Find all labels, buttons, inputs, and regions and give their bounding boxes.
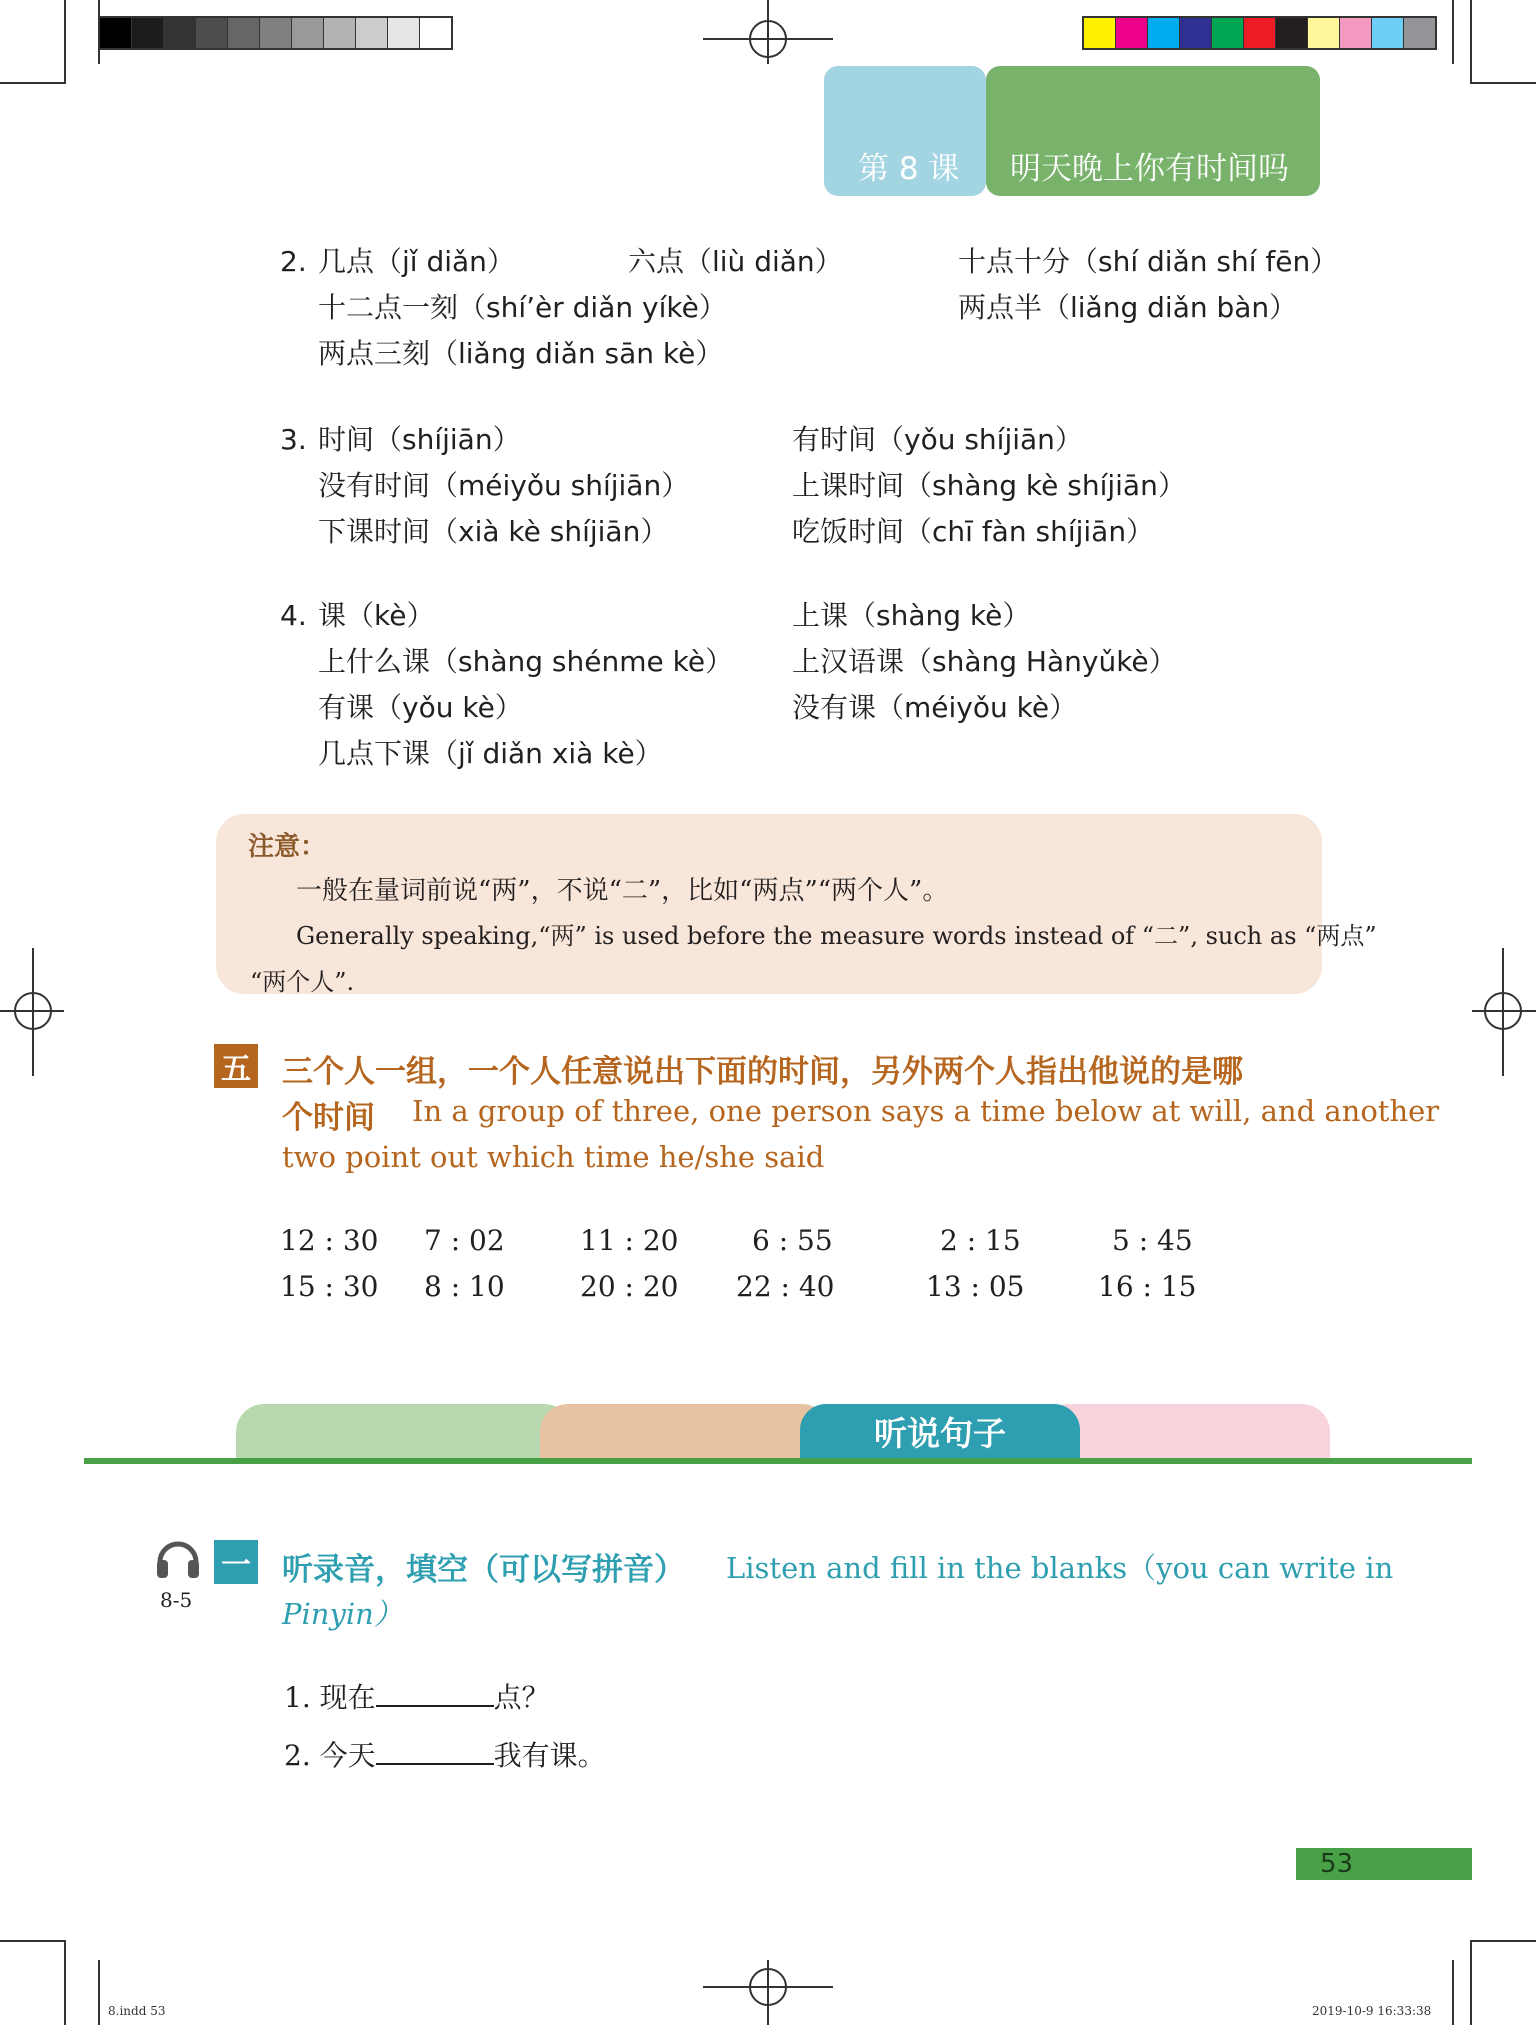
grayscale-bar	[98, 16, 453, 50]
vocab-item: 两点三刻（liǎng diǎn sān kè）	[318, 337, 724, 370]
color-swatch	[420, 18, 451, 48]
listen-title-cn: 听录音，填空（可以写拼音）	[282, 1552, 685, 1588]
vocab-item: 吃饭时间（chī fàn shíjiān）	[792, 515, 1155, 548]
note-english-line-1: Generally speaking,“两” is used before the measure words instead of “二”, such as “两点”	[296, 922, 1377, 950]
color-swatch	[1404, 18, 1435, 48]
color-swatch	[1180, 18, 1212, 48]
question-text-before: 现在	[319, 1681, 376, 1714]
item-number: 4.	[280, 599, 307, 632]
vocab-item: 有课（yǒu kè）	[318, 691, 523, 724]
question-text-before: 今天	[319, 1739, 376, 1772]
banner-tab-green	[236, 1404, 572, 1458]
banner-tab-tan	[540, 1404, 830, 1458]
vocab-item: 几点下课（jǐ diǎn xià kè）	[318, 737, 663, 770]
page-number: 53	[1296, 1848, 1472, 1880]
vocab-item: 没有时间（méiyǒu shíjiān）	[318, 469, 690, 502]
time-item: 20 : 20	[580, 1270, 679, 1303]
time-item: 22 : 40	[736, 1270, 835, 1303]
fill-blank-question-2	[284, 1734, 606, 1774]
listen-title-en-line1: Listen and fill in the blanks（you can write in	[726, 1551, 1394, 1585]
listen-title-en-line2: Pinyin）	[282, 1597, 403, 1631]
time-item: 6 : 55	[752, 1224, 833, 1257]
banner-rule	[84, 1458, 1472, 1464]
color-swatch	[1308, 18, 1340, 48]
vocab-item: 上课（shàng kè）	[792, 599, 1031, 632]
note-english-line-2: “两个人”.	[250, 968, 355, 996]
time-item: 15 : 30	[280, 1270, 379, 1303]
time-item: 2 : 15	[940, 1224, 1021, 1257]
vocab-item: 没有课（méiyǒu kè）	[792, 691, 1078, 724]
footer-file-info: 8.indd 53	[108, 2004, 166, 2018]
note-chinese-text: 一般在量词前说“两”，不说“二”，比如“两点”“两个人”。	[296, 876, 949, 906]
color-swatch	[1276, 18, 1308, 48]
color-bar	[1082, 16, 1437, 50]
vocab-item: 下课时间（xià kè shíjiān）	[318, 515, 669, 548]
section-five-title-en-line2: two point out which time he/she said	[282, 1140, 825, 1174]
answer-blank[interactable]	[376, 1681, 494, 1707]
time-item: 13 : 05	[926, 1270, 1025, 1303]
question-number: 2.	[284, 1739, 311, 1772]
color-swatch	[1084, 18, 1116, 48]
section-one-badge: 一	[214, 1540, 258, 1584]
color-swatch	[1372, 18, 1404, 48]
vocab-item: 六点（liù diǎn）	[628, 245, 843, 278]
note-title: 注意：	[248, 832, 327, 862]
section-five-title-cn-line1: 三个人一组，一个人任意说出下面的时间，另外两个人指出他说的是哪	[282, 1054, 1243, 1090]
vocab-item: 两点半（liǎng diǎn bàn）	[958, 291, 1298, 324]
headphones-icon	[154, 1534, 202, 1582]
vocab-item: 上汉语课（shàng Hànyǔkè）	[792, 645, 1177, 678]
vocab-item: 十二点一刻（shí’èr diǎn yíkè）	[318, 291, 727, 324]
lesson-title: 明天晚上你有时间吗	[1010, 151, 1289, 187]
vocab-item: 几点（jǐ diǎn）	[318, 245, 515, 278]
color-swatch	[1116, 18, 1148, 48]
color-swatch	[1244, 18, 1276, 48]
banner-tab-pink	[1040, 1404, 1330, 1458]
question-text-after: 点？	[493, 1681, 550, 1714]
time-item: 12 : 30	[280, 1224, 379, 1257]
footer-timestamp: 2019-10-9 16:33:38	[1312, 2004, 1432, 2018]
vocab-item: 上什么课（shàng shénme kè）	[318, 645, 734, 678]
vocab-item: 十点十分（shí diǎn shí fēn）	[958, 245, 1339, 278]
time-item: 7 : 02	[424, 1224, 505, 1257]
color-swatch	[1340, 18, 1372, 48]
banner-title: 听说句子	[800, 1404, 1080, 1458]
question-number: 1.	[284, 1681, 311, 1714]
color-swatch	[132, 18, 164, 48]
vocab-item: 上课时间（shàng kè shíjiān）	[792, 469, 1186, 502]
color-swatch	[388, 18, 420, 48]
time-item: 5 : 45	[1112, 1224, 1193, 1257]
color-swatch	[1212, 18, 1244, 48]
vocab-item: 课（kè）	[318, 599, 435, 632]
vocab-item: 有时间（yǒu shíjiān）	[792, 423, 1083, 456]
lesson-number: 第 8 课	[858, 151, 960, 187]
color-swatch	[324, 18, 356, 48]
color-swatch	[356, 18, 388, 48]
time-item: 11 : 20	[580, 1224, 679, 1257]
section-five-title-cn-line2: 个时间	[282, 1100, 375, 1136]
color-swatch	[1148, 18, 1180, 48]
section-five-title-en-line1: In a group of three, one person says a time below at will, and another	[412, 1094, 1440, 1128]
item-number: 2.	[280, 245, 307, 278]
time-item: 8 : 10	[424, 1270, 505, 1303]
color-swatch	[292, 18, 324, 48]
color-swatch	[196, 18, 228, 48]
color-swatch	[260, 18, 292, 48]
color-swatch	[228, 18, 260, 48]
fill-blank-question-1	[284, 1676, 550, 1716]
vocab-item: 时间（shíjiān）	[318, 423, 521, 456]
color-swatch	[164, 18, 196, 48]
audio-track-number: 8-5	[160, 1588, 193, 1612]
time-item: 16 : 15	[1098, 1270, 1197, 1303]
question-text-after: 我有课。	[493, 1739, 606, 1772]
item-number: 3.	[280, 423, 307, 456]
section-five-badge: 五	[214, 1044, 258, 1088]
color-swatch	[100, 18, 132, 48]
answer-blank[interactable]	[376, 1739, 494, 1765]
